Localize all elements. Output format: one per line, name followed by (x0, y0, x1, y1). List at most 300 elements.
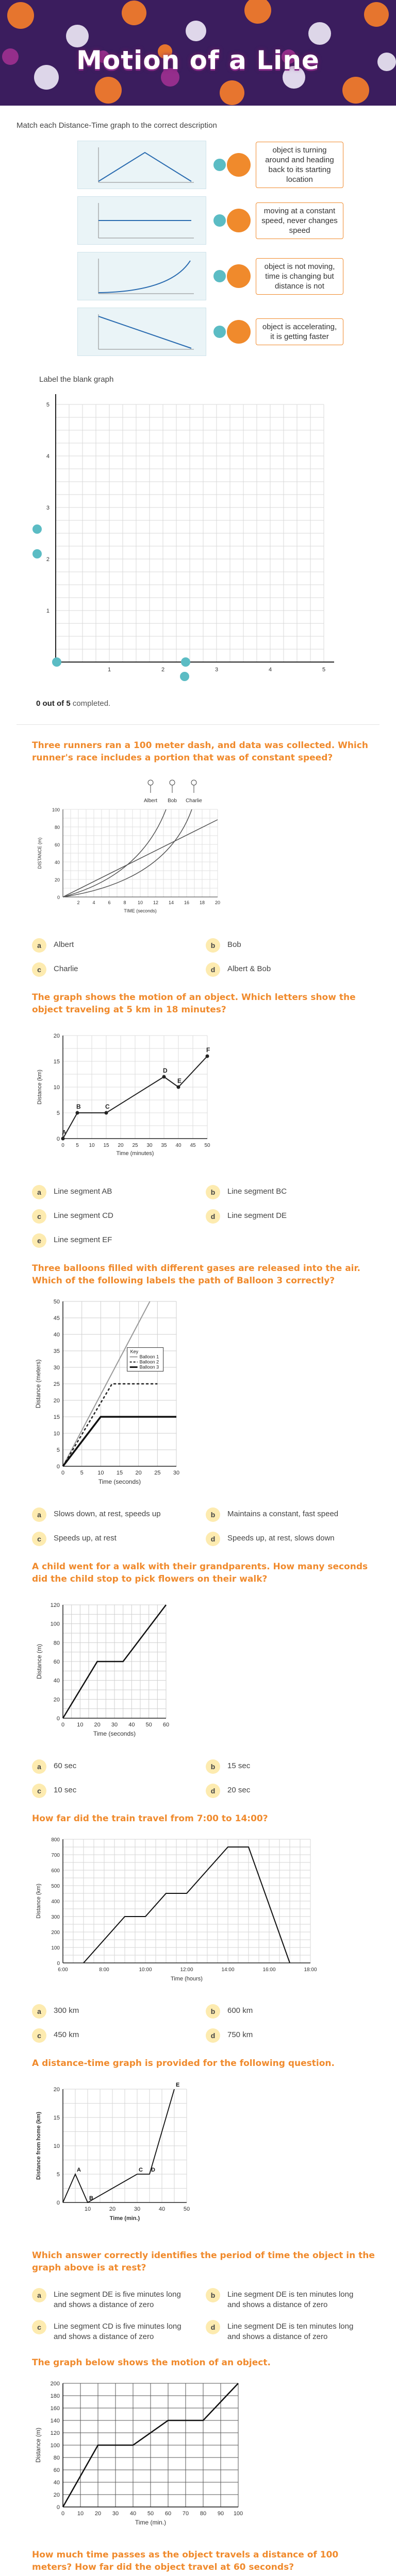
y-tick-label: 80 (53, 2455, 60, 2461)
legend-label: Balloon 3 (139, 1364, 159, 1370)
legend-label: Charlie (186, 798, 202, 804)
y-tick-label: 120 (50, 2430, 60, 2436)
y-tick-label: 60 (53, 1659, 60, 1665)
y-tick-label: 45 (53, 1315, 60, 1321)
header-banner (0, 0, 396, 106)
match-connector-left[interactable] (213, 214, 226, 227)
y-tick-label: 180 (50, 2393, 60, 2399)
option-letter: b (206, 1759, 220, 1774)
match-connector-left[interactable] (213, 270, 226, 282)
divider (16, 724, 380, 725)
x-tick-label: 10 (89, 1143, 95, 1148)
option-letter: b (206, 2004, 220, 2019)
option-text: 15 sec (227, 1761, 251, 1770)
option-letter: e (32, 1233, 46, 1248)
match-connector-right[interactable] (227, 320, 251, 344)
option-text: Charlie (54, 964, 78, 973)
x-tick-label: 14 (168, 900, 174, 905)
data-point (177, 1086, 180, 1089)
y-axis-label: Distance from home (km) (36, 2111, 42, 2180)
option-text: Speeds up, at rest, slows down (227, 1534, 335, 1543)
y-tick-label: 300 (51, 1914, 60, 1920)
option-letter: a (32, 1759, 46, 1774)
question-3-title: Three balloons filled with different gases are released into the air. Which of the following labels the path of Balloon 3 correctly? (32, 1263, 360, 1286)
match-graph-accelerating[interactable] (77, 252, 206, 300)
x-tick-label: 20 (135, 1470, 142, 1476)
y-tick-label: 160 (50, 2405, 60, 2412)
y-tick-label: 10 (53, 1431, 60, 1437)
legend-label: Bob (168, 798, 177, 804)
y-tick-label: 0 (56, 1716, 60, 1722)
y-tick-label: 100 (52, 807, 60, 812)
legend-label: Albert (143, 798, 158, 804)
match-row (0, 248, 396, 304)
question-2-options (32, 1187, 364, 1248)
point-label: A (77, 2167, 81, 2173)
option-text: Line segment BC (227, 1187, 287, 1196)
option-letter: a (32, 2004, 46, 2019)
y-tick-label: 50 (53, 1299, 60, 1305)
x-axis-label: Time (min.) (135, 2519, 167, 2526)
y-tick-label: 20 (53, 2087, 60, 2093)
option-letter: d (206, 1209, 220, 1224)
home-distance-graph (32, 2079, 197, 2233)
match-description[interactable]: moving at a constant speed, never changes speed (256, 202, 343, 239)
x-tick-label: 3 (214, 667, 219, 673)
option-text: 750 km (227, 2030, 253, 2039)
option-letter: c (32, 962, 46, 977)
option-text: 60 sec (54, 1761, 77, 1770)
x-tick-label: 30 (112, 2511, 119, 2517)
y-tick-label: 5 (56, 1447, 60, 1453)
x-tick-label: 80 (200, 2511, 207, 2517)
option-a[interactable] (32, 940, 190, 953)
option-letter: d (206, 962, 220, 977)
completion-count: 0 out of 5 (36, 699, 71, 708)
x-tick-label: 20 (214, 900, 221, 905)
drop-target-dot (181, 657, 190, 667)
x-tick-label: 8:00 (99, 1967, 109, 1973)
option-text: Line segment EF (54, 1235, 112, 1244)
question-7-title: Which answer correctly identifies the period of time the object in the graph above is at rest? (32, 2250, 375, 2273)
match-connector-left[interactable] (213, 159, 226, 171)
x-tick-label: 2 (77, 900, 80, 905)
x-tick-label: 10 (97, 1470, 104, 1476)
option-letter: b (206, 1185, 220, 1199)
y-tick-label: 100 (50, 1621, 60, 1628)
match-description[interactable]: object is accelerating, it is getting faster (256, 318, 343, 345)
match-row (0, 304, 396, 360)
option-letter: a (32, 2288, 46, 2302)
x-tick-label: 40 (158, 2206, 166, 2212)
point-label: D (163, 1067, 168, 1074)
data-point (61, 1137, 65, 1141)
question-1-title: Three runners ran a 100 meter dash, and data was collected. Which runner's race includes a portion that was of constant speed? (32, 740, 368, 763)
label-graph-title: Label the blank graph (39, 375, 114, 384)
x-tick-label: 4 (92, 900, 95, 905)
blank-graph-svg (0, 384, 396, 693)
option-letter: c (32, 2320, 46, 2334)
x-tick-label: 50 (204, 1143, 210, 1148)
y-tick-label: 40 (53, 1332, 60, 1338)
y-tick-label: 20 (54, 877, 60, 883)
y-axis-label: Distance (km) (36, 1884, 42, 1919)
y-tick-label: 2 (46, 556, 50, 563)
option-text: Line segment DE (227, 1211, 287, 1220)
x-tick-label: 6:00 (58, 1967, 68, 1973)
y-tick-label: 0 (57, 895, 60, 900)
y-tick-label: 40 (53, 1677, 60, 1684)
option-text: 300 km (54, 2006, 79, 2015)
x-tick-label: 50 (183, 2206, 190, 2212)
option-text: Line segment DE is five minutes long and shows a distance of zero (54, 2290, 181, 2309)
y-tick-label: 35 (53, 1348, 60, 1354)
option-a[interactable] (32, 1761, 190, 1774)
x-axis-label: Time (minutes) (116, 1150, 154, 1157)
option-d[interactable] (206, 1533, 364, 1546)
option-text: Albert & Bob (227, 964, 271, 973)
option-text: 600 km (227, 2006, 253, 2015)
x-tick-label: 40 (129, 2511, 137, 2517)
page-title: Motion of a Line (76, 45, 320, 75)
y-tick-label: 700 (51, 1853, 60, 1858)
data-point (162, 1075, 166, 1079)
x-tick-label: 16:00 (262, 1967, 276, 1973)
question-4-title: A child went for a walk with their grandparents. How many seconds did the child stop to pick flowers on their walk? (32, 1562, 368, 1584)
point-label: E (177, 1077, 182, 1084)
option-letter: a (32, 1185, 46, 1199)
option-d[interactable] (206, 2030, 364, 2043)
data-point (206, 1055, 209, 1058)
matching-instruction: Match each Distance-Time graph to the correct description (16, 121, 217, 130)
y-tick-label: 40 (53, 2480, 60, 2486)
x-tick-label: 15 (116, 1470, 123, 1476)
option-a[interactable] (32, 2006, 190, 2019)
match-graph-constant[interactable] (77, 196, 206, 245)
y-tick-label: 1 (46, 608, 50, 614)
question-1-graph (32, 773, 396, 924)
x-tick-label: 0 (61, 1470, 65, 1476)
x-tick-label: 5 (76, 1143, 79, 1148)
matching-list (0, 137, 396, 360)
x-tick-label: 25 (154, 1470, 161, 1476)
x-tick-label: 40 (175, 1143, 182, 1148)
y-tick-label: 10 (53, 2143, 60, 2149)
question-9-title: How much time passes as the object travels a distance of 100 meters? How far did the object travel at 60 seconds? (32, 2550, 339, 2572)
runners-graph (32, 773, 228, 923)
option-b[interactable] (206, 1509, 364, 1522)
match-row (0, 137, 396, 193)
question-8-graph (32, 2378, 396, 2534)
match-description[interactable]: object is turning around and heading back to its starting location (256, 142, 343, 188)
y-tick-label: 3 (46, 505, 50, 511)
y-tick-label: 25 (53, 1381, 60, 1387)
match-connector-left[interactable] (213, 326, 226, 338)
option-letter: a (32, 938, 46, 953)
option-letter: b (206, 2288, 220, 2302)
x-tick-label: 10 (137, 900, 143, 905)
y-tick-label: 4 (46, 453, 50, 460)
x-tick-label: 10 (77, 2511, 84, 2517)
match-graph-linear[interactable] (77, 308, 206, 356)
x-tick-label: 60 (162, 1722, 170, 1728)
y-tick-label: 15 (53, 1059, 60, 1065)
x-tick-label: 40 (128, 1722, 135, 1728)
y-axis-label: Distance (m) (36, 1643, 43, 1680)
option-e[interactable] (32, 1235, 190, 1248)
x-tick-label: 8 (123, 900, 126, 905)
question-7-options (32, 2290, 364, 2342)
option-letter: a (32, 1507, 46, 1522)
option-letter: d (206, 2028, 220, 2043)
y-axis-label: Distance (m) (35, 2427, 42, 2463)
x-tick-label: 30 (111, 1722, 118, 1728)
y-tick-label: 60 (53, 2467, 60, 2473)
match-connector-right[interactable] (227, 153, 251, 177)
question-2-graph (32, 1025, 396, 1171)
option-letter: c (32, 1532, 46, 1546)
train-graph (32, 1834, 321, 1989)
option-text: Maintains a constant, fast speed (227, 1510, 339, 1518)
y-axis-label: Distance (km) (37, 1070, 43, 1105)
point-label: D (151, 2167, 155, 2173)
y-tick-label: 500 (51, 1884, 60, 1889)
option-text: 450 km (54, 2030, 79, 2039)
x-tick-label: 20 (94, 1722, 101, 1728)
x-tick-label: 20 (94, 2511, 102, 2517)
object-motion-graph (32, 2378, 249, 2533)
y-tick-label: 600 (51, 1868, 60, 1874)
x-tick-label: 18 (199, 900, 205, 905)
option-text: Line segment AB (54, 1187, 112, 1196)
y-tick-label: 80 (54, 825, 60, 830)
question-1-options (32, 940, 364, 977)
y-tick-label: 120 (50, 1602, 60, 1608)
drop-target-dot (32, 549, 42, 558)
option-c[interactable] (32, 1211, 190, 1224)
question-4-options (32, 1761, 364, 1798)
option-text: Line segment CD is five minutes long and shows a distance of zero (54, 2322, 182, 2341)
option-d[interactable] (206, 1211, 364, 1224)
x-tick-label: 10 (77, 1722, 84, 1728)
x-tick-label: 25 (132, 1143, 138, 1148)
x-tick-label: 14:00 (221, 1967, 235, 1973)
y-tick-label: 10 (53, 1084, 60, 1091)
y-tick-label: 15 (53, 1414, 60, 1420)
x-tick-label: 50 (145, 1722, 152, 1728)
y-tick-label: 15 (53, 2115, 60, 2121)
question-3-graph (32, 1296, 396, 1494)
option-a[interactable] (32, 2290, 190, 2310)
option-b[interactable] (206, 2290, 364, 2310)
match-description[interactable]: object is not moving, time is changing but distance is not (256, 258, 343, 295)
y-tick-label: 0 (57, 1961, 60, 1967)
y-tick-label: 0 (56, 2200, 60, 2206)
x-tick-label: 0 (61, 1722, 65, 1728)
x-tick-label: 10:00 (139, 1967, 152, 1973)
data-point (105, 1111, 108, 1115)
segments-graph (32, 1025, 218, 1170)
drop-target-dot (32, 524, 42, 534)
option-d[interactable] (206, 2321, 364, 2342)
option-b[interactable] (206, 1761, 364, 1774)
option-b[interactable] (206, 940, 364, 953)
series-balloon-2 (63, 1384, 157, 1466)
runner-icon (170, 780, 175, 785)
y-tick-label: 100 (51, 1945, 60, 1951)
x-tick-label: 16 (184, 900, 190, 905)
option-letter: b (206, 1507, 220, 1522)
x-tick-label: 70 (182, 2511, 189, 2517)
y-tick-label: 140 (50, 2418, 60, 2424)
x-tick-label: 20 (109, 2206, 116, 2212)
question-5-title: How far did the train travel from 7:00 to 14:00? (32, 1814, 268, 1824)
x-tick-label: 30 (173, 1470, 180, 1476)
x-tick-label: 50 (147, 2511, 154, 2517)
option-b[interactable] (206, 2006, 364, 2019)
blank-graph (0, 384, 396, 693)
option-text: 10 sec (54, 1786, 77, 1794)
legend-label: Balloon 1 (139, 1354, 159, 1360)
point-label: B (76, 1103, 81, 1110)
x-tick-label: 60 (164, 2511, 172, 2517)
y-tick-label: 100 (50, 2443, 60, 2449)
option-d[interactable] (206, 1785, 364, 1798)
x-axis-label: Time (seconds) (98, 1478, 141, 1485)
y-axis-label: Distance (meters) (35, 1359, 42, 1409)
option-letter: c (32, 1209, 46, 1224)
point-label: C (139, 2167, 143, 2173)
y-tick-label: 5 (46, 402, 50, 408)
point-label: F (206, 1046, 210, 1054)
option-c[interactable] (32, 2030, 190, 2043)
question-6-graph (32, 2079, 396, 2235)
x-tick-label: 15 (103, 1143, 109, 1148)
option-a[interactable] (32, 1509, 190, 1522)
y-tick-label: 20 (53, 1033, 60, 1039)
option-letter: d (206, 1784, 220, 1798)
y-axis-label: DISTANCE (m) (37, 837, 42, 869)
x-tick-label: 6 (108, 900, 111, 905)
point-label: B (89, 2195, 93, 2201)
x-tick-label: 0 (61, 2511, 65, 2517)
option-c[interactable] (32, 1785, 190, 1798)
option-text: Slows down, at rest, speeds up (54, 1510, 161, 1518)
question-3-options (32, 1509, 364, 1546)
match-row (0, 193, 396, 248)
x-axis-label: Time (seconds) (93, 1730, 136, 1737)
x-tick-label: 35 (161, 1143, 167, 1148)
y-tick-label: 0 (56, 2504, 60, 2511)
option-letter: c (32, 2028, 46, 2043)
x-tick-label: 1 (107, 667, 111, 673)
x-tick-label: 5 (322, 667, 326, 673)
x-tick-label: 2 (161, 667, 165, 673)
x-tick-label: 30 (146, 1143, 153, 1148)
data-point (76, 1111, 79, 1115)
option-text: Bob (227, 940, 241, 949)
option-d[interactable] (206, 964, 364, 977)
runner-icon (148, 780, 153, 785)
x-tick-label: 20 (118, 1143, 124, 1148)
question-2-title: The graph shows the motion of an object. Which letters show the object traveling at 5 km in 18 minutes? (32, 992, 356, 1015)
match-connector-right[interactable] (227, 209, 251, 232)
x-tick-label: 100 (233, 2511, 243, 2517)
option-c[interactable] (32, 1533, 190, 1546)
y-tick-label: 20 (53, 1697, 60, 1703)
option-text: Line segment DE is ten minutes long and shows a distance of zero (227, 2290, 354, 2309)
option-c[interactable] (32, 964, 190, 977)
y-tick-label: 0 (56, 1136, 60, 1142)
x-tick-label: 12 (153, 900, 159, 905)
option-text: Albert (54, 940, 74, 949)
completion-suffix: completed. (70, 699, 111, 708)
y-tick-label: 200 (51, 1930, 60, 1936)
option-letter: b (206, 938, 220, 953)
option-text: Line segment CD (54, 1211, 113, 1220)
balloons-graph (32, 1296, 187, 1492)
y-tick-label: 5 (56, 1110, 60, 1116)
y-tick-label: 20 (53, 1398, 60, 1404)
y-tick-label: 800 (51, 1837, 60, 1843)
y-tick-label: 60 (54, 842, 60, 848)
option-b[interactable] (206, 1187, 364, 1199)
option-letter: d (206, 1532, 220, 1546)
y-tick-label: 40 (54, 860, 60, 865)
x-tick-label: 5 (80, 1470, 84, 1476)
point-label: A (62, 1129, 67, 1136)
y-tick-label: 30 (53, 1365, 60, 1371)
x-tick-label: 4 (268, 667, 272, 673)
x-tick-label: 12:00 (180, 1967, 193, 1973)
legend-title: Key (130, 1349, 139, 1354)
walk-graph (32, 1595, 176, 1744)
option-text: 20 sec (227, 1786, 251, 1794)
x-tick-label: 10 (84, 2206, 91, 2212)
x-axis-label: Time (min.) (109, 2215, 140, 2222)
question-5-options (32, 2006, 364, 2043)
question-8-title: The graph below shows the motion of an object. (32, 2358, 271, 2368)
x-axis-label: TIME (seconds) (124, 908, 157, 913)
x-axis-label: Time (hours) (171, 1976, 203, 1982)
y-tick-label: 400 (51, 1899, 60, 1905)
match-connector-right[interactable] (227, 264, 251, 288)
x-tick-label: 0 (61, 1143, 64, 1148)
x-tick-label: 45 (190, 1143, 196, 1148)
x-tick-label: 18:00 (304, 1967, 317, 1973)
y-tick-label: 5 (56, 2172, 60, 2178)
option-letter: c (32, 1784, 46, 1798)
x-tick-label: 30 (134, 2206, 141, 2212)
question-5-graph (32, 1834, 396, 1990)
drop-target-dot (52, 657, 61, 667)
option-c[interactable] (32, 2321, 190, 2342)
completion-status (36, 699, 396, 708)
y-tick-label: 20 (53, 2492, 60, 2498)
point-label: C (105, 1103, 110, 1110)
x-tick-label: 90 (217, 2511, 224, 2517)
option-text: Speeds up, at rest (54, 1534, 117, 1543)
option-letter: d (206, 2320, 220, 2334)
match-graph-turnaround[interactable] (77, 141, 206, 189)
legend-label: Balloon 2 (139, 1359, 159, 1365)
option-text: Line segment DE is ten minutes long and shows a distance of zero (227, 2322, 354, 2341)
y-tick-label: 80 (53, 1640, 60, 1647)
drop-target-dot (180, 672, 189, 681)
question-6-title: A distance-time graph is provided for the following question. (32, 2058, 335, 2069)
option-a[interactable] (32, 1187, 190, 1199)
y-tick-label: 0 (56, 1464, 60, 1470)
